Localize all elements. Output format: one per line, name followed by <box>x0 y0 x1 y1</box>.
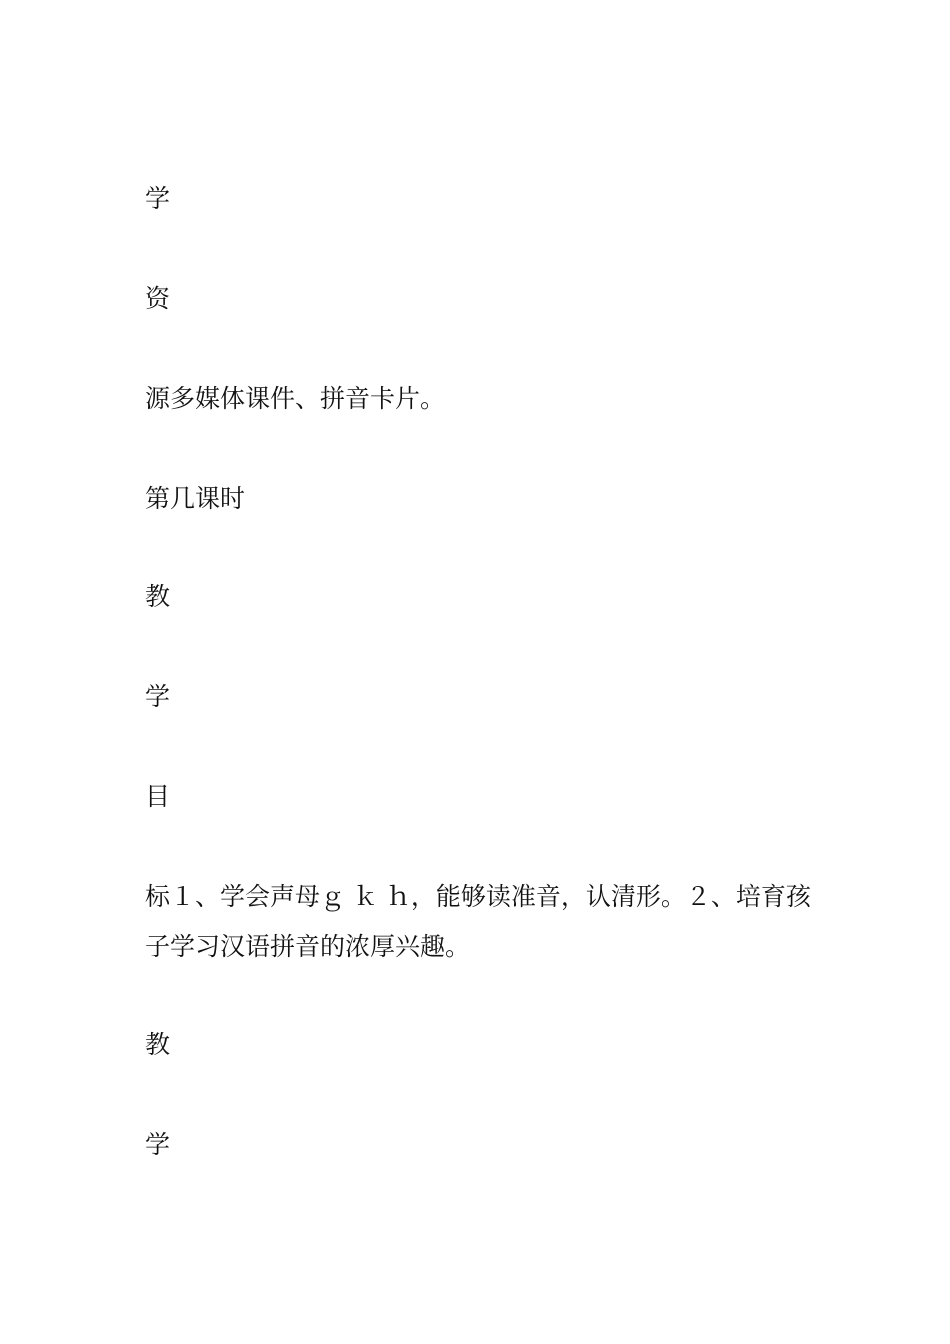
text-line: 学 <box>145 184 171 213</box>
text-line: 源多媒体课件、拼音卡片。 <box>145 384 446 413</box>
text-line: 资 <box>145 284 171 313</box>
text-line: 第几课时 <box>145 484 246 513</box>
text-line: 教 <box>145 1030 171 1059</box>
text-line: 教 <box>145 582 171 611</box>
text-line: 学 <box>145 1130 171 1159</box>
text-line: 目 <box>145 782 171 811</box>
objectives-paragraph: 标１、学会声母ｇ ｋ ｈ，能够读准音，认清形。２、培育孩子学习汉语拼音的浓厚兴趣。 <box>145 882 811 961</box>
text-line: 学 <box>145 682 171 711</box>
